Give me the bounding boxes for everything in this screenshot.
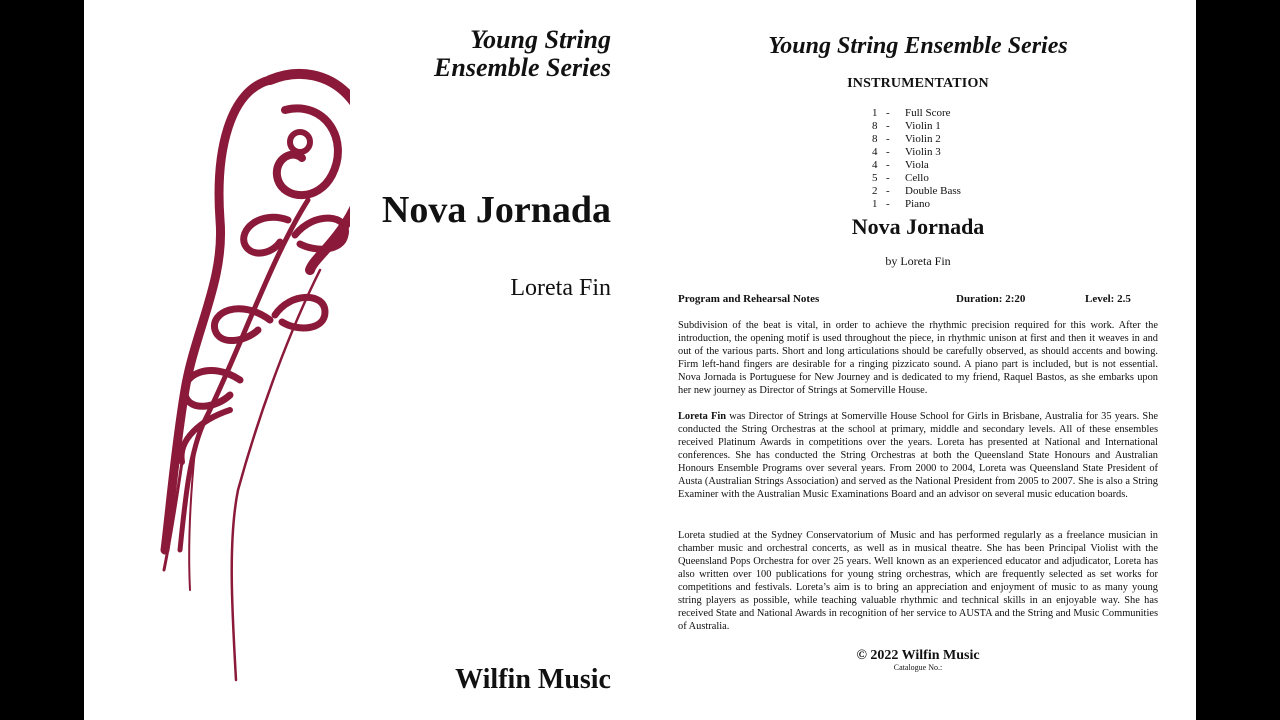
instrument-separator: - <box>886 107 890 119</box>
instrument-item <box>872 133 961 146</box>
instrument-name: Viola <box>905 159 929 171</box>
instrumentation-heading: INSTRUMENTATION <box>847 76 989 91</box>
instrument-quantity: 5 <box>872 172 878 184</box>
notes-header-bar <box>678 293 1158 305</box>
instrument-separator: - <box>886 133 890 145</box>
instrument-item <box>872 159 961 172</box>
instrument-item <box>872 198 961 211</box>
instrument-name: Full Score <box>905 107 951 119</box>
instrument-quantity: 4 <box>872 146 878 158</box>
instrument-quantity: 2 <box>872 185 878 197</box>
instrument-item <box>872 146 961 159</box>
duration-label: Duration: 2:20 <box>956 293 1026 305</box>
info-piece-title: Nova Jornada <box>851 214 985 239</box>
instrument-separator: - <box>886 198 890 210</box>
instrument-name: Piano <box>905 198 931 210</box>
instrument-separator: - <box>886 185 890 197</box>
instrument-item <box>872 185 961 198</box>
composer-bio-text: was Director of Strings at Somerville House School for Girls in Brisbane, Australia for 35 years. She conducted the String Orchestras at the school at primary, middle and secondary levels. All of these ensembles received Platinum Awards in competitions over the years. Loreta has presented at National and International conferences. She has conducted the String Orchestras at both the Queensland State Honours and Australian Honours Ensemble Programs over several years. From 2000 to 2004, Loreta was Queensland State President of Austa (Australian Strings Association) and served as the National President from 2005 to 2007. She is also a String Examiner with the Australian Music Examinations Board and an advisor on several music education boards. <box>678 411 1158 500</box>
instrument-quantity: 8 <box>872 120 878 132</box>
instrument-separator: - <box>886 172 890 184</box>
composer-bio-paragraph <box>678 410 1158 501</box>
instrument-name: Cello <box>905 172 929 184</box>
info-by-line: by Loreta Fin <box>885 254 951 268</box>
instrument-separator: - <box>886 146 890 158</box>
instrument-quantity: 1 <box>872 198 878 210</box>
series-title-line2: Ensemble Series <box>434 53 611 82</box>
series-title-line1: Young String <box>470 25 611 54</box>
instrument-separator: - <box>886 120 890 132</box>
copyright-notice: © 2022 Wilfin Music <box>856 648 980 663</box>
instrument-name: Violin 3 <box>905 146 941 158</box>
cover-composer-name: Loreta Fin <box>510 275 611 301</box>
cover-publisher-name: Wilfin Music <box>455 664 611 695</box>
rehearsal-notes-paragraph: Subdivision of the beat is vital, in order to achieve the rhythmic precision required for this work. After the introduction, the opening motif is used throughout the piece, in rhythmic unison at first and then it weaves in and out of the various parts. Short and long articulations should be carefully observed, as should accents and bowing. Firm left-hand fingers are desirable for a ringing pizzicato sound. A piano part is included, but is not essential. Nova Jornada is Portuguese for New Journey and is dedicated to my friend, Raquel Bastos, as she embarks upon her new journey as Director of Strings at Somerville House. <box>678 320 1158 396</box>
instrument-item <box>872 120 961 133</box>
info-series-title: Young String Ensemble Series <box>768 33 1068 59</box>
series-title <box>351 26 611 82</box>
instrument-name: Double Bass <box>905 185 961 197</box>
instrument-quantity: 8 <box>872 133 878 145</box>
instrument-item <box>872 172 961 185</box>
instrument-item <box>872 107 961 120</box>
instrument-name: Violin 2 <box>905 133 941 145</box>
violin-scroll-illustration <box>120 30 350 690</box>
level-label: Level: 2.5 <box>1085 293 1131 305</box>
instrument-quantity: 4 <box>872 159 878 171</box>
composer-career-paragraph: Loreta studied at the Sydney Conservatorium of Music and has performed regularly as a freelance musician in chamber music and orchestral concerts, as well as in musical theatre. She has been Principal Violist with the Queensland Pops Orchestra for over 25 years. Well known as an experienced educator and adjudicator, Loreta has also written over 100 publications for young string orchestras, which are frequently selected as set works for competitions and festivals. Loreta’s aim is to bring an appreciation and enjoyment of music to as many young string players as possible, while teaching valuable rhythmic and technical skills in an enjoyable way. She has received State and National Awards in recognition of her service to AUSTA and the String and Music Communities of Australia. <box>678 530 1158 632</box>
composer-bio-lead: Loreta Fin <box>678 411 727 422</box>
instrument-name: Violin 1 <box>905 120 941 132</box>
score-page-spread <box>84 0 1196 720</box>
catalogue-number: Catalogue No.: <box>893 663 943 672</box>
notes-heading: Program and Rehearsal Notes <box>678 293 820 305</box>
instrumentation-list <box>872 107 961 211</box>
instrument-separator: - <box>886 159 890 171</box>
cover-piece-title: Nova Jornada <box>381 189 611 231</box>
instrument-quantity: 1 <box>872 107 878 119</box>
